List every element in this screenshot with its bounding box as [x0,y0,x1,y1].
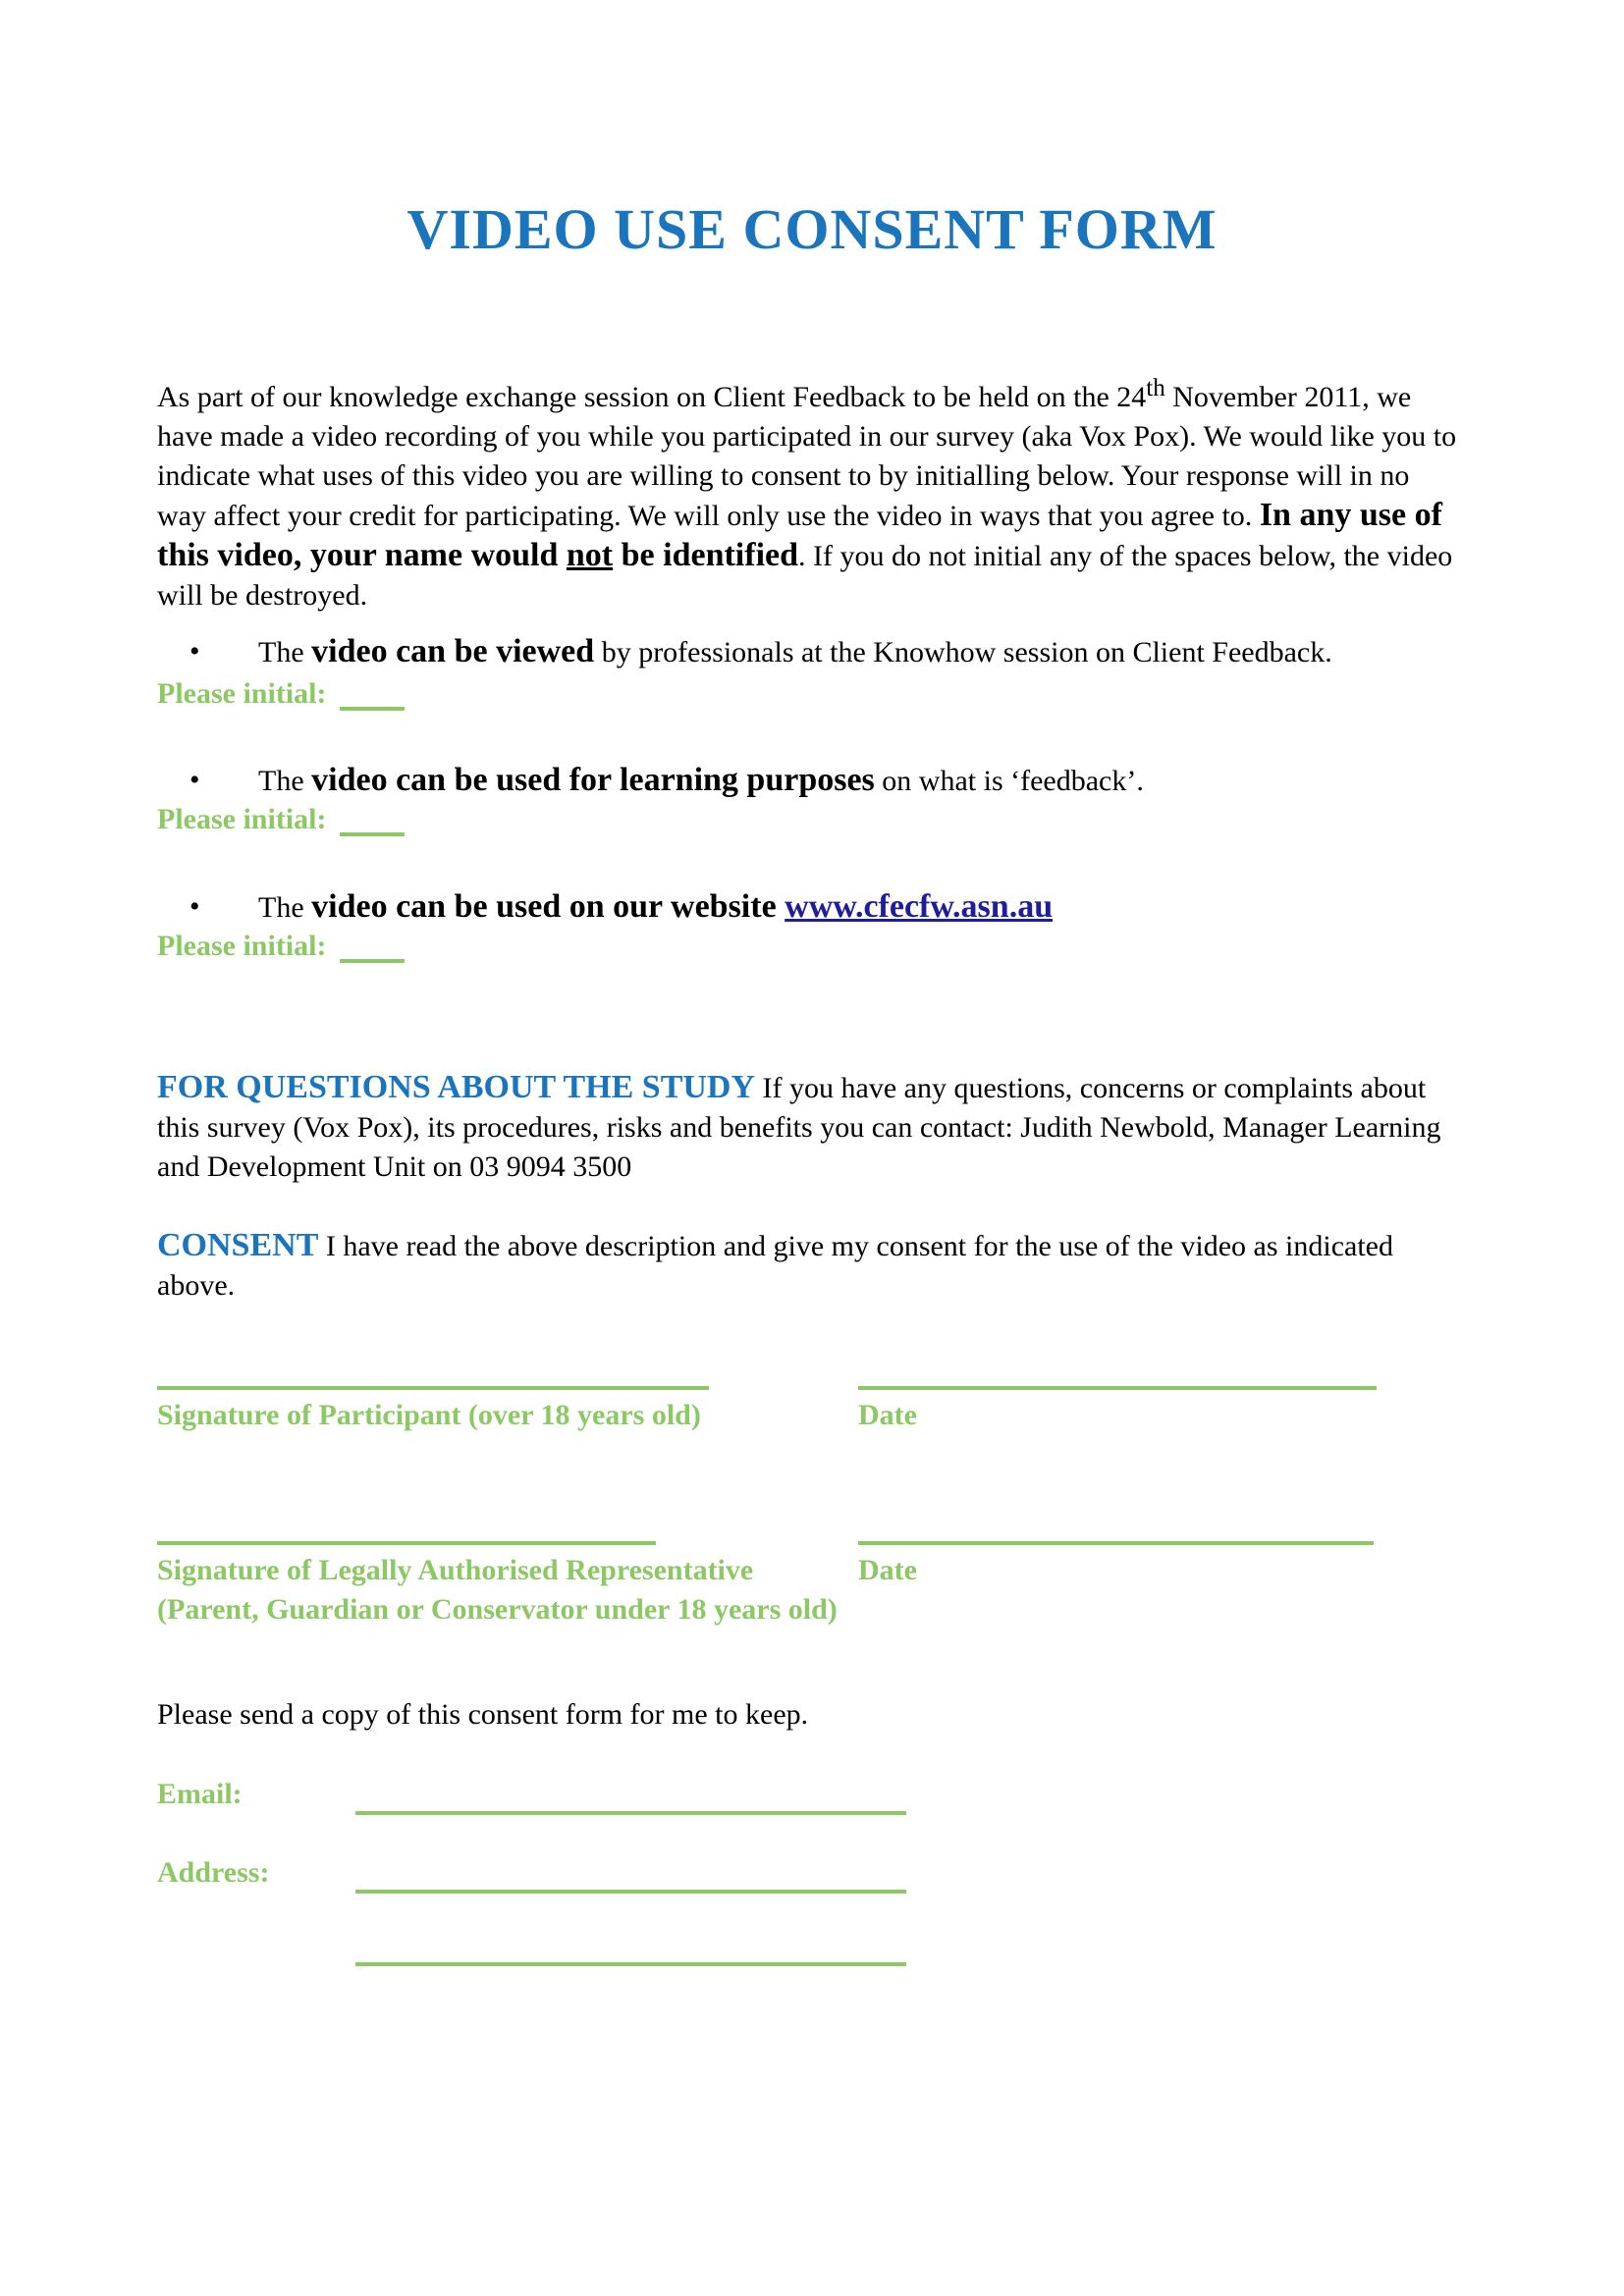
address-field-line-2[interactable] [355,1962,906,1966]
consent-heading: CONSENT [157,1227,319,1263]
participant-date-line[interactable] [858,1386,1377,1390]
send-copy-note: Please send a copy of this consent form for me to keep. [157,1698,809,1731]
bullet-item-learning [157,760,1502,802]
address-field-line[interactable] [355,1890,906,1894]
intro-paragraph [157,369,1463,615]
please-initial-label: Please initial: [157,803,327,835]
bullet-bold: video can be viewed [311,633,595,669]
bullet-text [157,631,1502,673]
not-underlined-word: not [566,537,614,573]
website-link[interactable]: www.cfecfw.asn.au [785,888,1054,925]
representative-date-label: Date [858,1554,917,1586]
representative-signature-line[interactable] [157,1541,656,1545]
bullet-pre: The [258,891,312,924]
bullet-text [157,760,1502,802]
bold-emphasis-start: In any use of this video, your name would [157,497,1442,573]
please-initial-label: Please initial: [157,677,327,710]
email-field-line[interactable] [355,1811,906,1815]
bullet-post: on what is ‘feedback’. [874,765,1144,797]
questions-heading: FOR QUESTIONS ABOUT THE STUDY [157,1069,756,1105]
initial-blank-field[interactable] [340,955,405,963]
participant-date-label: Date [858,1399,917,1431]
initial-row-website [157,930,405,963]
consent-section [157,1226,1463,1306]
initial-row-view [157,677,405,711]
participant-signature-line[interactable] [157,1386,709,1390]
bold-emphasis-end: be identified [613,537,799,573]
form-title: VIDEO USE CONSENT FORM [406,197,1218,261]
representative-sublabel: (Parent, Guardian or Conservator under 18 years old) [157,1593,838,1626]
participant-signature-label: Signature of Participant (over 18 years old) [157,1399,701,1431]
bullet-bold: video can be used for learning purposes [311,762,875,798]
bullet-pre: The [258,636,312,668]
bullet-marker: • [189,764,200,796]
representative-signature-label [157,1551,884,1629]
bullet-pre: The [258,765,312,797]
bullet-bold: video can be used on our website [311,888,785,925]
consent-text: I have read the above description and give my consent for the use of the video as indicated above. [157,1230,1393,1302]
questions-section [157,1068,1463,1187]
bullet-text [157,886,1502,929]
bullet-marker: • [189,635,200,667]
representative-date-line[interactable] [858,1541,1374,1545]
date-superscript: th [1146,375,1165,401]
questions-text: If you have any questions, concerns or complaints about this survey (Vox Pox), its procedures, risks and benefits you can contact: Judith Newbold, Manager Learning and Development Unit on 03 9094 3500 [157,1072,1441,1183]
please-initial-label: Please initial: [157,930,327,962]
bullet-marker: • [189,890,200,923]
email-label: Email: [157,1778,243,1810]
intro-text-middle: November 2011, we have made a video recording of you while you participated in our survey (aka Vox Pox). We would like you to indicate what uses of this video you are willing to consent to by initialling below. Your response will in no way affect your credit for participating. We will only use the video in ways that you agree to. [157,381,1457,532]
intro-text-start: As part of our knowledge exchange session on Client Feedback to be held on the 24 [157,381,1147,413]
intro-text-end: . If you do not initial any of the spaces below, the video will be destroyed. [157,540,1453,612]
bullet-item-view [157,631,1502,673]
bullet-item-website [157,886,1502,929]
representative-label-main: Signature of Legally Authorised Representative [157,1554,754,1586]
initial-blank-field[interactable] [340,703,405,711]
initial-blank-field[interactable] [340,828,405,836]
bullet-post: by professionals at the Knowhow session on Client Feedback. [594,636,1332,668]
address-label: Address: [157,1856,270,1889]
initial-row-learning [157,803,405,836]
